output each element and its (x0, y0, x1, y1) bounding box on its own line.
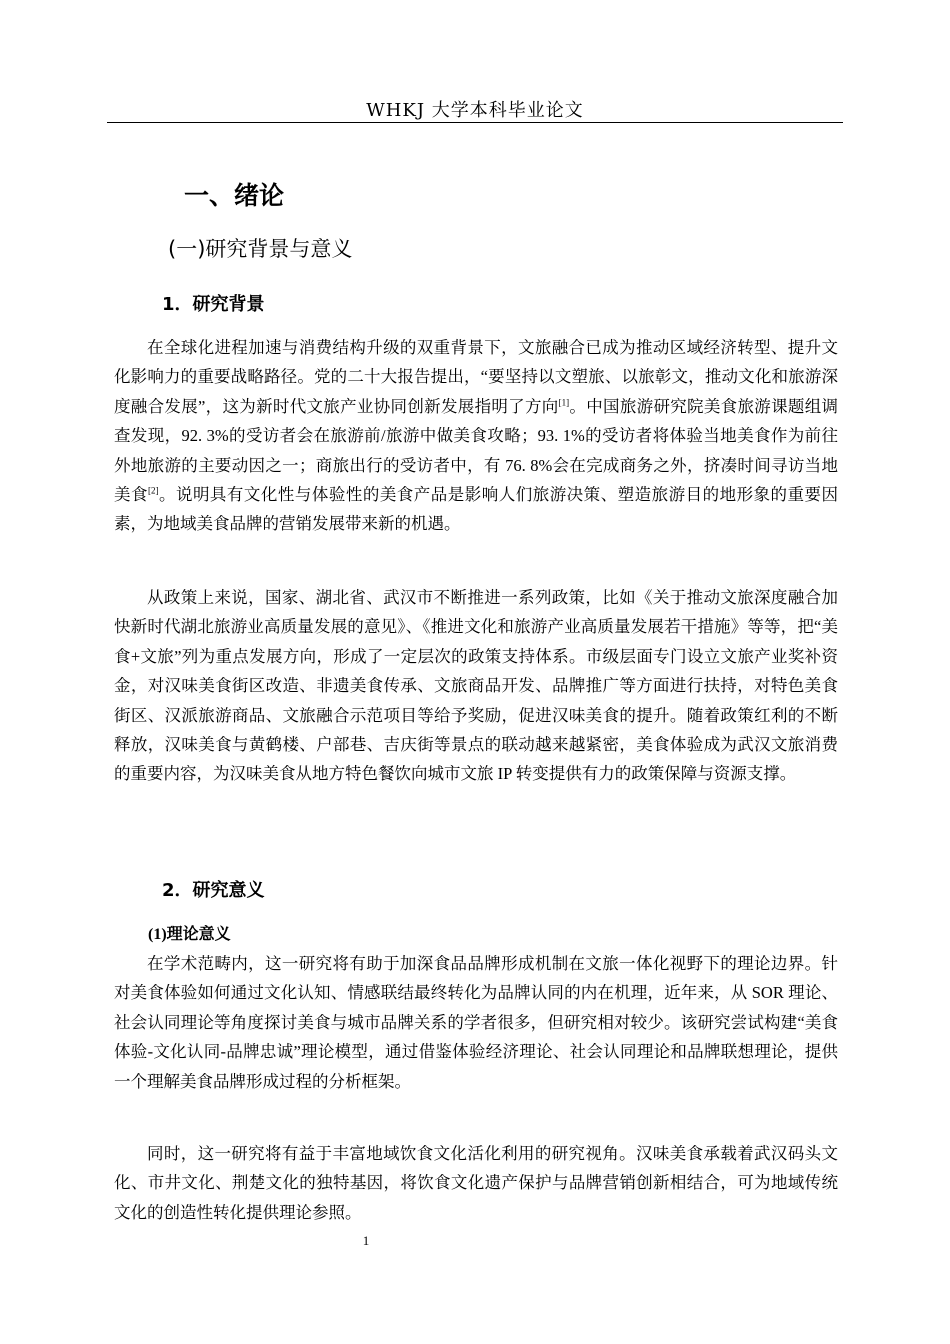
subsection-title-significance: 2．研究意义 (162, 880, 265, 901)
paragraph-background-2: 从政策上来说，国家、湖北省、武汉市不断推进一系列政策，比如《关于推动文旅深度融合加快新时代湖北旅游业高质量发展的意见》、《推进文化和旅游产业高质量发展若干措施》等等，把“美食+文旅”列为重点发展方向，形成了一定层次的政策支持体系。市级层面专门设立文旅产业奖补资金，对汉味美食街区改造、非遗美食传承、文旅商品开发、品牌推广等方面进行扶持，对特色美食街区、汉派旅游商品、文旅融合示范项目等给予奖励，促进汉味美食的提升。随着政策红利的不断释放，汉味美食与黄鹤楼、户部巷、吉庆街等景点的联动越来越紧密，美食体验成为武汉文旅消费的重要内容，为汉味美食从地方特色餐饮向城市文旅 IP 转变提供有力的政策保障与资源支撑。 (114, 588, 838, 784)
sub-heading-theory: (1)理论意义 (148, 926, 231, 943)
header-divider (107, 122, 843, 123)
chapter-title: 一、绪论 (184, 181, 285, 210)
running-header: WHKJ 大学本科毕业论文 (366, 100, 584, 121)
paragraph-text: 。说明具有文化性与体验性的美食产品是影响人们旅游决策、塑造旅游目的地形象的重要因素，为地域美食品牌的营销发展带来新的机遇。 (114, 485, 839, 534)
subsection-title-background: 1．研究背景 (162, 294, 265, 315)
citation-ref: [1] (558, 397, 570, 408)
paragraph-theory-1: 在学术范畴内，这一研究将有助于加深食品品牌形成机制在文旅一体化视野下的理论边界。针对美食体验如何通过文化认知、情感联结最终转化为品牌认同的内在机理，近年来，从 SOR 理论、社会认同理论等角度探讨美食与城市品牌关系的学者很多，但研究相对较少。该研究尝试构建“美食体验-文化认同-品牌忠诚”理论模型，通过借鉴体验经济理论、社会认同理论和品牌联想理论，提供一个理解美食品牌形成过程的分析框架。 (114, 954, 838, 1091)
paragraph-text: 在全球化进程加速与消费结构升级的双重背景下，文旅融合已成为推动区域经济转型、提升文化影响力的重要战略路径。党的二十大报告提出，“要坚持以文塑旅、以旅彰文，推动文化和旅游深度融合发展”，这为新时代文旅产业协同创新发展指明了方向 (114, 338, 838, 416)
paragraph-theory-2: 同时，这一研究将有益于丰富地域饮食文化活化利用的研究视角。汉味美食承载着武汉码头文化、市井文化、荆楚文化的独特基因，将饮食文化遗产保护与品牌营销创新相结合，可为地域传统文化的创造性转化提供理论参照。 (114, 1144, 838, 1222)
citation-ref: [2] (147, 485, 159, 496)
paragraph-text: 。中国旅游研究院美食旅游课题组调查发现，92. 3%的受访者会在旅游前/旅游中做美食攻略；93. 1%的受访者将体验当地美食作为前往外地旅游的主要动因之一；商旅出行的受访者中，有 76. 8%会在完成商务之外，挤凑时间寻访当地美食 (114, 396, 839, 505)
section-title: (一)研究背景与意义 (168, 237, 353, 261)
page-number: 1 (362, 1233, 370, 1248)
paragraph-background-1 (114, 333, 838, 539)
